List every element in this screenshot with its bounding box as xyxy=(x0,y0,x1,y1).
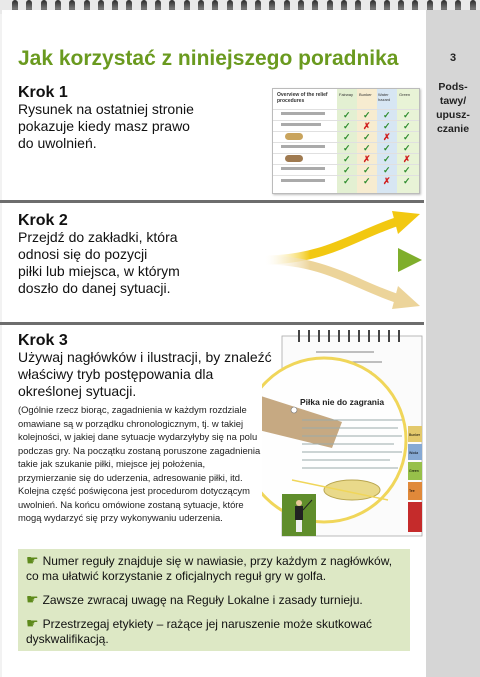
golf-ball xyxy=(291,407,297,413)
step3-note: (Ogólnie rzecz biorąc, zagadnienia w każdym rozdziale omawiane są w porządku chronologicznym, tj. w takiej kolejności, w jakiej dane sytuacje wydarzyłyby się na polu podczas gry. Na początku zostaną poruszone zagadnienia takie jak szukanie piłki, miejsce jej położenia, przymierzanie się do uderzenia, adresowanie piłki, itd. Kolejna część poświęcona jest procedurom dotyczącym uwolnień. Na końcu omówione zostaną sytuacje, które mogą wydarzyć się przy wykonywaniu uderzenia. xyxy=(18,404,261,523)
divider-2 xyxy=(0,322,424,325)
branching-arrows-graphic xyxy=(264,206,424,314)
pointing-hand-icon: ☛ xyxy=(26,552,39,568)
divider-1 xyxy=(0,200,424,203)
arrow-sand xyxy=(264,260,396,298)
golfer-legs xyxy=(296,520,302,532)
golfer-body xyxy=(295,506,303,520)
tip-etiquette xyxy=(18,612,410,651)
pointing-hand-icon: ☛ xyxy=(26,615,39,631)
rule-page-illustration xyxy=(262,330,424,544)
tip-rule-number xyxy=(18,549,410,588)
card-tab-bunker-label: Bunker xyxy=(409,433,421,437)
tip-text-2: Zawsze zwracaj uwagę na Reguły Lokalne i zasady turnieju. xyxy=(42,593,363,607)
step1-text: Rysunek na ostatniej stronie pokazuje kiedy masz prawo do uwolnień. xyxy=(18,101,194,151)
card-tab-tee-label: Tee xyxy=(409,489,415,493)
overview-title: Overview of the relief procedures xyxy=(277,92,328,104)
step2-heading: Krok 2 xyxy=(18,212,68,229)
tip-text-1: Numer reguły znajduje się w nawiasie, przy każdym z nagłówków, co ma ułatwić korzystanie z oficjalnych reguł gry w golfa. xyxy=(26,554,393,583)
overview-thumbnail: Overview of the relief procedures Fairway Bunker Water hazard Green ✓ ✓ ✓ ✓ ✓ ✗ ✓ ✓ ✓ ✓ ✗ ✓ ✓ ✓ ✓ ✓ ✓ ✗ ✓ ✗ ✓ ✓ ✓ ✓ ✓ ✓ ✗ ✓ xyxy=(272,88,420,194)
card-title: Piłka nie do zagrania xyxy=(300,397,385,407)
pointing-hand-icon: ☛ xyxy=(26,591,39,607)
card-tab-water-label: Woda xyxy=(409,451,419,455)
col-bunker: Bunker xyxy=(359,92,372,97)
col-green: Green xyxy=(399,92,411,97)
step3-text: Używaj nagłówków i ilustracji, by znaleźć właściwy tryb postępowania dla określonej sytuacji. xyxy=(18,349,272,399)
page-number: 3 xyxy=(449,52,457,64)
card-tab-red xyxy=(408,502,422,532)
tip-local-rules xyxy=(18,588,410,612)
card-tab-green-label: Green xyxy=(409,469,419,473)
step3-heading: Krok 3 xyxy=(18,332,68,349)
arrow-yellow xyxy=(264,222,396,260)
arrowhead-green xyxy=(398,248,422,272)
col-fairway: Fairway xyxy=(339,92,354,97)
step2-text: Przejdź do zakładki, która odnosi się do pozycji piłki lub miejsca, w którym doszło do danej sytuacji. xyxy=(18,229,180,296)
golfer-head xyxy=(296,500,302,506)
page-title: Jak korzystać z niniejszego poradnika xyxy=(18,47,399,70)
arrowhead-sand xyxy=(392,286,420,309)
col-water: Water hazard xyxy=(378,92,391,102)
tip-text-3: Przestrzegaj etykiety – rażące jej naruszenie może skutkować dyskwalifikacją. xyxy=(26,617,373,646)
section-tab-label: Pods- tawy/ upusz- czanie xyxy=(436,81,470,135)
section-tab[interactable] xyxy=(426,10,480,677)
step1-heading: Krok 1 xyxy=(18,84,68,101)
arrowhead-yellow xyxy=(392,211,420,234)
